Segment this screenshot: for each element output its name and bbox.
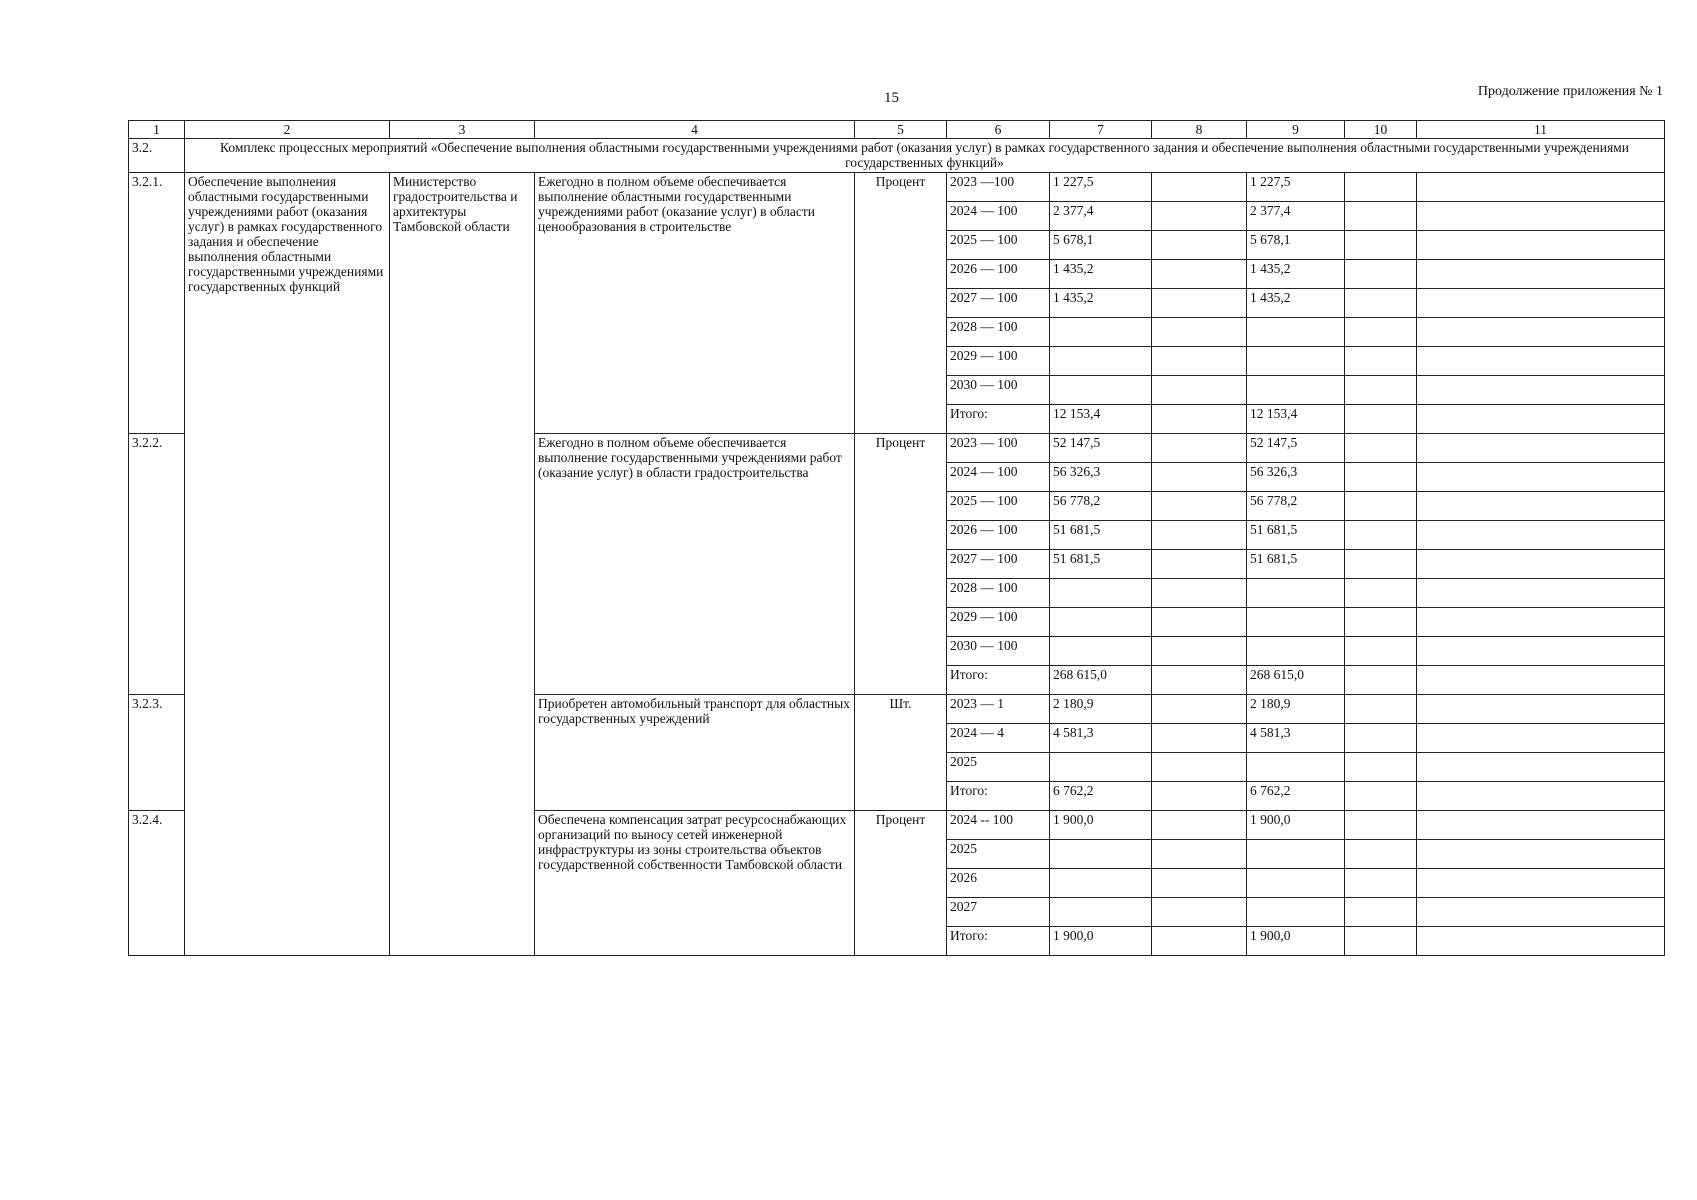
item-number: 3.2.1.	[129, 173, 185, 434]
amount-col-10	[1345, 840, 1417, 869]
year-target: 2026 — 100	[947, 260, 1050, 289]
amount-col-7: 12 153,4	[1050, 405, 1152, 434]
amount-col-9: 268 615,0	[1247, 666, 1345, 695]
amount-col-10	[1345, 347, 1417, 376]
amount-col-11	[1417, 231, 1665, 260]
amount-col-9: 4 581,3	[1247, 724, 1345, 753]
amount-col-10	[1345, 231, 1417, 260]
amount-col-9: 12 153,4	[1247, 405, 1345, 434]
activity-name: Обеспечение выполнения областными государственными учреждениями работ (оказания услуг) в рамках государственного задания и обеспечение выполнения областными государственными учреждениями государственных функций	[185, 173, 390, 956]
amount-col-9: 52 147,5	[1247, 434, 1345, 463]
amount-col-10	[1345, 608, 1417, 637]
amount-col-8	[1152, 260, 1247, 289]
amount-col-11	[1417, 260, 1665, 289]
amount-col-9: 1 435,2	[1247, 289, 1345, 318]
amount-col-8	[1152, 202, 1247, 231]
amount-col-11	[1417, 637, 1665, 666]
amount-col-11	[1417, 347, 1665, 376]
amount-col-7	[1050, 869, 1152, 898]
amount-col-11	[1417, 376, 1665, 405]
amount-col-11	[1417, 782, 1665, 811]
amount-col-9: 1 900,0	[1247, 927, 1345, 956]
year-target: 2023 — 1	[947, 695, 1050, 724]
amount-col-10	[1345, 173, 1417, 202]
unit-of-measure: Шт.	[855, 695, 947, 811]
amount-col-10	[1345, 463, 1417, 492]
amount-col-8	[1152, 753, 1247, 782]
amount-col-7: 1 435,2	[1050, 289, 1152, 318]
amount-col-9: 56 778,2	[1247, 492, 1345, 521]
amount-col-8	[1152, 811, 1247, 840]
year-target: 2025	[947, 840, 1050, 869]
column-header: 3	[390, 121, 535, 139]
amount-col-7	[1050, 376, 1152, 405]
item-number: 3.2.2.	[129, 434, 185, 695]
column-header: 2	[185, 121, 390, 139]
amount-col-7: 51 681,5	[1050, 521, 1152, 550]
column-header: 4	[535, 121, 855, 139]
amount-col-11	[1417, 463, 1665, 492]
amount-col-9	[1247, 579, 1345, 608]
amount-col-9: 56 326,3	[1247, 463, 1345, 492]
year-target: 2026 — 100	[947, 521, 1050, 550]
amount-col-8	[1152, 869, 1247, 898]
amount-col-7: 1 900,0	[1050, 927, 1152, 956]
amount-col-10	[1345, 550, 1417, 579]
amount-col-10	[1345, 898, 1417, 927]
amount-col-11	[1417, 811, 1665, 840]
amount-col-8	[1152, 782, 1247, 811]
amount-col-11	[1417, 173, 1665, 202]
program-table	[128, 120, 1665, 956]
responsible-executor: Министерство градостроительства и архитектуры Тамбовской области	[390, 173, 535, 956]
amount-col-9: 2 377,4	[1247, 202, 1345, 231]
amount-col-11	[1417, 898, 1665, 927]
amount-col-11	[1417, 521, 1665, 550]
amount-col-10	[1345, 434, 1417, 463]
amount-col-11	[1417, 840, 1665, 869]
amount-col-9: 1 435,2	[1247, 260, 1345, 289]
amount-col-8	[1152, 637, 1247, 666]
amount-col-7: 52 147,5	[1050, 434, 1152, 463]
column-header: 11	[1417, 121, 1665, 139]
unit-of-measure: Процент	[855, 811, 947, 956]
amount-col-10	[1345, 927, 1417, 956]
amount-col-10	[1345, 492, 1417, 521]
amount-col-11	[1417, 666, 1665, 695]
amount-col-10	[1345, 724, 1417, 753]
column-header: 9	[1247, 121, 1345, 139]
amount-col-8	[1152, 927, 1247, 956]
amount-col-10	[1345, 318, 1417, 347]
amount-col-8	[1152, 724, 1247, 753]
amount-col-8	[1152, 376, 1247, 405]
item-number: 3.2.3.	[129, 695, 185, 811]
amount-col-11	[1417, 695, 1665, 724]
section-title: Комплекс процессных мероприятий «Обеспечение выполнения областными государственными учреждениями работ (оказания услуг) в рамках государственного задания и обеспечение выполнения областными государственными учреждениями государственных функций»	[185, 139, 1665, 173]
amount-col-7	[1050, 898, 1152, 927]
amount-col-8	[1152, 231, 1247, 260]
amount-col-7: 268 615,0	[1050, 666, 1152, 695]
amount-col-11	[1417, 202, 1665, 231]
amount-col-7: 1 435,2	[1050, 260, 1152, 289]
year-target: 2025 — 100	[947, 492, 1050, 521]
amount-col-10	[1345, 753, 1417, 782]
amount-col-11	[1417, 405, 1665, 434]
amount-col-8	[1152, 840, 1247, 869]
amount-col-7: 56 326,3	[1050, 463, 1152, 492]
amount-col-10	[1345, 637, 1417, 666]
amount-col-11	[1417, 318, 1665, 347]
amount-col-7: 1 227,5	[1050, 173, 1152, 202]
year-target: 2029 — 100	[947, 347, 1050, 376]
amount-col-10	[1345, 869, 1417, 898]
amount-col-10	[1345, 405, 1417, 434]
table-row	[129, 173, 1665, 202]
year-target: 2028 — 100	[947, 318, 1050, 347]
amount-col-8	[1152, 405, 1247, 434]
year-target: 2026	[947, 869, 1050, 898]
amount-col-7: 51 681,5	[1050, 550, 1152, 579]
amount-col-9	[1247, 753, 1345, 782]
amount-col-8	[1152, 550, 1247, 579]
amount-col-8	[1152, 608, 1247, 637]
year-target: 2027 — 100	[947, 550, 1050, 579]
amount-col-10	[1345, 260, 1417, 289]
year-target: 2027	[947, 898, 1050, 927]
amount-col-7: 2 180,9	[1050, 695, 1152, 724]
amount-col-9: 2 180,9	[1247, 695, 1345, 724]
header-row	[129, 121, 1665, 139]
year-target: Итого:	[947, 782, 1050, 811]
year-target: Итого:	[947, 927, 1050, 956]
section-row	[129, 139, 1665, 173]
year-target: 2024 — 100	[947, 463, 1050, 492]
amount-col-9: 1 227,5	[1247, 173, 1345, 202]
unit-of-measure: Процент	[855, 434, 947, 695]
amount-col-9	[1247, 869, 1345, 898]
column-header: 5	[855, 121, 947, 139]
amount-col-7	[1050, 753, 1152, 782]
amount-col-8	[1152, 521, 1247, 550]
amount-col-9	[1247, 608, 1345, 637]
amount-col-8	[1152, 492, 1247, 521]
year-target: 2025 — 100	[947, 231, 1050, 260]
result-description: Ежегодно в полном объеме обеспечивается выполнение государственными учреждениями работ (оказание услуг) в области градостроительства	[535, 434, 855, 695]
amount-col-10	[1345, 376, 1417, 405]
amount-col-8	[1152, 695, 1247, 724]
year-target: 2025	[947, 753, 1050, 782]
year-target: 2030 — 100	[947, 637, 1050, 666]
amount-col-7	[1050, 579, 1152, 608]
amount-col-9	[1247, 376, 1345, 405]
result-description: Приобретен автомобильный транспорт для областных государственных учреждений	[535, 695, 855, 811]
result-description: Ежегодно в полном объеме обеспечивается выполнение областными государственными учреждениями работ (оказание услуг) в области ценообразования в строительстве	[535, 173, 855, 434]
year-target: 2027 — 100	[947, 289, 1050, 318]
amount-col-9: 6 762,2	[1247, 782, 1345, 811]
amount-col-8	[1152, 579, 1247, 608]
amount-col-9: 1 900,0	[1247, 811, 1345, 840]
section-number: 3.2.	[129, 139, 185, 173]
year-target: Итого:	[947, 666, 1050, 695]
year-target: 2024 — 100	[947, 202, 1050, 231]
amount-col-7	[1050, 840, 1152, 869]
amount-col-9: 51 681,5	[1247, 550, 1345, 579]
amount-col-10	[1345, 666, 1417, 695]
result-description: Обеспечена компенсация затрат ресурсоснабжающих организаций по выносу сетей инженерной инфраструктуры из зоны строительства объектов государственной собственности Тамбовской области	[535, 811, 855, 956]
amount-col-11	[1417, 289, 1665, 318]
amount-col-9: 5 678,1	[1247, 231, 1345, 260]
year-target: 2024 -- 100	[947, 811, 1050, 840]
column-header: 8	[1152, 121, 1247, 139]
year-target: 2028 — 100	[947, 579, 1050, 608]
amount-col-8	[1152, 289, 1247, 318]
amount-col-8	[1152, 434, 1247, 463]
amount-col-11	[1417, 927, 1665, 956]
column-header: 10	[1345, 121, 1417, 139]
year-target: 2023 —100	[947, 173, 1050, 202]
amount-col-10	[1345, 579, 1417, 608]
amount-col-11	[1417, 608, 1665, 637]
amount-col-10	[1345, 811, 1417, 840]
amount-col-7: 5 678,1	[1050, 231, 1152, 260]
amount-col-9: 51 681,5	[1247, 521, 1345, 550]
continuation-note: Продолжение приложения № 1	[1477, 84, 1663, 99]
amount-col-10	[1345, 782, 1417, 811]
amount-col-9	[1247, 637, 1345, 666]
amount-col-7: 2 377,4	[1050, 202, 1152, 231]
column-header: 1	[129, 121, 185, 139]
amount-col-11	[1417, 724, 1665, 753]
year-target: Итого:	[947, 405, 1050, 434]
amount-col-10	[1345, 202, 1417, 231]
amount-col-11	[1417, 753, 1665, 782]
amount-col-9	[1247, 347, 1345, 376]
amount-col-8	[1152, 347, 1247, 376]
amount-col-7: 1 900,0	[1050, 811, 1152, 840]
amount-col-10	[1345, 289, 1417, 318]
amount-col-9	[1247, 898, 1345, 927]
amount-col-7	[1050, 608, 1152, 637]
amount-col-7	[1050, 637, 1152, 666]
amount-col-9	[1247, 840, 1345, 869]
amount-col-9	[1247, 318, 1345, 347]
year-target: 2024 — 4	[947, 724, 1050, 753]
amount-col-10	[1345, 521, 1417, 550]
amount-col-7	[1050, 347, 1152, 376]
item-number: 3.2.4.	[129, 811, 185, 956]
amount-col-11	[1417, 869, 1665, 898]
year-target: 2030 — 100	[947, 376, 1050, 405]
amount-col-11	[1417, 434, 1665, 463]
amount-col-7: 56 778,2	[1050, 492, 1152, 521]
amount-col-8	[1152, 318, 1247, 347]
amount-col-7	[1050, 318, 1152, 347]
unit-of-measure: Процент	[855, 173, 947, 434]
amount-col-7: 4 581,3	[1050, 724, 1152, 753]
amount-col-11	[1417, 550, 1665, 579]
year-target: 2023 — 100	[947, 434, 1050, 463]
column-header: 6	[947, 121, 1050, 139]
amount-col-7: 6 762,2	[1050, 782, 1152, 811]
page-number: 15	[884, 90, 899, 106]
amount-col-8	[1152, 898, 1247, 927]
amount-col-11	[1417, 492, 1665, 521]
amount-col-10	[1345, 695, 1417, 724]
column-header: 7	[1050, 121, 1152, 139]
amount-col-8	[1152, 173, 1247, 202]
amount-col-8	[1152, 463, 1247, 492]
year-target: 2029 — 100	[947, 608, 1050, 637]
amount-col-8	[1152, 666, 1247, 695]
amount-col-11	[1417, 579, 1665, 608]
